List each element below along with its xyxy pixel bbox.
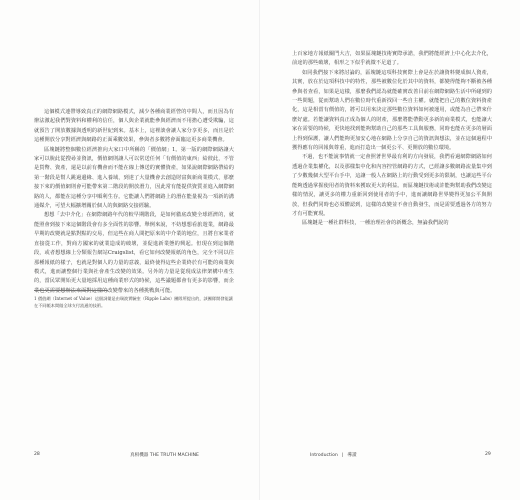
right-paragraph-4: 區塊鏈是一種社群科技，一種治理社會的新概念，無論我們說的 [302, 220, 449, 227]
running-head-zh: 導讀 [347, 453, 357, 458]
right-page [260, 0, 520, 500]
right-body-text [292, 50, 492, 229]
right-running-head [310, 452, 357, 458]
running-head-separator: | [341, 453, 344, 458]
right-paragraph-2: 如同我們接下來將討論的，區塊鏈這項科技實際上會是在於讓資料變成個人資產，其實，放在於這項科技中的特性，那些被數位化於其中的資料，都變得能夠不斷被各種參與者查看，如果是這樣，那麼我們認為就能確實改善目前在網際網路生活中所碰到的一些問題，從而幫助人們在數位時代重新找回一些自主權。就能把自己的數位資料資產化，這是相當有價值的，將可以用來決定那些數位資料如何被運用，或能為自己帶來什麼好處。若能讓資料真正成為個人的財產，那麼將能帶動更多新的商業模式，也能讓大家在需要的時候，更快地找到能夠幫助自己的那些工具與服務，同時也能在更多的層面上得到保護，讓人們能夠更加安心地在網路上分享自己的資訊與想法，並在這個過程中獲得應有的回報與尊重，進而打造出一個更公平、更開放的數位環境。 [292, 69, 492, 152]
footnote: 1 價值網（Internet of Value）這個詞彙是由瑞波實驗室（Ripple Labs）團隊所提出的，該團隊開發能讓在不同帳本間做全球支付流通的技術。 [34, 296, 233, 308]
left-page-number: 28 [34, 452, 40, 457]
right-page-number: 29 [485, 452, 491, 457]
left-running-head: 真相機器 THE TRUTH MACHINE [130, 453, 199, 458]
footnote-rule [34, 290, 108, 291]
left-paragraph-1: 這個模式連帶導致真正的網際網路模式，減少各種商業經營的中間人，而且因為有辦法激起我們對資料和權利的信任，個人與企業就能參與經濟而不用擔心遭受欺騙，這就預告了開放數據與透明的新世紀到來。基本上，這裡談會讓人家分享更多，而且是於這種開放分享對經濟與網路的正面乘數效果，參與者多數將會面臨這更多商業機會。 [34, 109, 234, 144]
left-paragraph-3: 想想「去中介化」在網際網路年代的較早期階段，是如何徹底改變全球經濟的，就能照會到接下來這個階段會有多全面性的影響。舉例來說，不妨想想看旅遊業，網路最早期的改變就是點對點的交易，但這些在商人間把原來的中介業的地位，且將自家業者直接從工作，對商方國家的就業造成的破壞，並促進新業態的興起。但現在到這個階段，或者想想線上分類報告網站Craigslist，看它如何改變報紙的角色，完全不同以往那種報紙的樣子，也就是對個人的力量的意義，最終使得這些企業終於有可能的商業與模式，進而讓整個行業與社會產生改變的效果。另外的力量是從現成法律架構中產生的，當民眾開始更大量地採用這種商業形式的時候，這些議題都會有更多的影響，而企業也更需要想辦法來面對這樣的改變帶來的各種挑戰與可能。 [34, 212, 234, 294]
left-body-text [34, 108, 234, 296]
right-paragraph-3: 不過，也不能說事情就一定會照著世界最有利的方向發展，我們看過網際網路如何透過企業集權化，以及那樣集中化和內容控管網路的方式，已經讓多數網路流量集中到了少數幾個大型平台手中，這讓一般人在網路上的行動受到更多的限制，也讓這些平台能夠透過掌握使用者的資料來獲取更大的利益。而區塊鏈技術或許能夠幫助我們改變這樣的情況，讓更多的權力重新回到使用者的手中，進而讓網路世界變得更加公平與開放，但我們同時也必須體認到，這樣的改變並不會自動發生，而是需要透過各方的努力才有可能實現。 [292, 154, 492, 217]
running-head-en: Introduction [310, 453, 338, 458]
left-paragraph-2: 區塊鏈將整個數位經濟推向大家口中所稱的「價值網」1。第一版的網際網路讓大家可以脫此從搜尋並資訊，價值網則讓人可以常送任何「有價值的東西」給彼此，不管是貨幣、資產，還是以前有機會而不能在線上傳送的實體資產，如果說網際網路帶給的第一階段是幫人跳過邊緣、進入養域，到達了大量機會去創造財富與新商業模式，那麼接下來的價值網則會可能帶來第二階段的開放潛力，因此常有能提供資質並進入網際網路的人，都能在這種分享中順利生存。它能讓人們將網路上的潛在能量視為一項新的溝通媒介，可望大幅擴增關於個人的與網路交接經驗。 [34, 146, 234, 210]
right-paragraph-1: 上百家地方報紙關門大吉，如果區塊鏈技術實際承諾，我們將能經濟上中心化去介化，前途的那些破壞，相形之下似乎就微不足道了。 [292, 51, 492, 67]
